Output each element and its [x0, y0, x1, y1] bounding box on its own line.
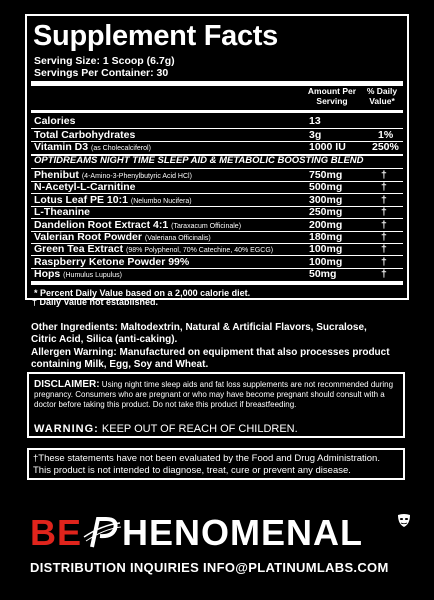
supplement-facts-panel — [25, 14, 409, 300]
row-amount: 500mg — [309, 181, 343, 194]
warning-line — [34, 423, 298, 435]
brand-be: BE — [30, 512, 83, 553]
header-amount: Amount Per Serving — [307, 86, 357, 106]
brand-henomenal: HENOMENAL — [122, 512, 363, 553]
allergen-line: Allergen Warning: Manufactured on equipment that also processes product — [31, 347, 390, 358]
facts-row — [34, 141, 401, 154]
row-amount: 1000 IU — [309, 141, 346, 153]
warning-text: KEEP OUT OF REACH OF CHILDREN. — [101, 423, 298, 435]
row-dv: 1% — [378, 129, 394, 141]
row-subtext: (4-Amino-3-Phenylbutyric Acid HCl) — [81, 173, 192, 180]
row-name: N-Acetyl-L-Carnitine — [34, 181, 136, 194]
row-name: Valerian Root Powder (Valeriana Officinalis) — [34, 231, 211, 243]
ingredients-line: Citric Acid, Silica (anti-caking). — [31, 333, 178, 345]
row-dv: † — [381, 206, 387, 219]
disclaimer-label: DISCLAIMER: — [34, 379, 100, 390]
row-dv: † — [381, 193, 387, 206]
fda-text — [33, 453, 399, 477]
serving-size: Serving Size: 1 Scoop (6.7g) — [34, 55, 175, 67]
row-name: Raspberry Ketone Powder 99% — [34, 255, 190, 268]
row-dv: 250% — [372, 141, 399, 153]
allergen-line: containing Milk, Egg, Soy and Wheat. — [31, 358, 209, 370]
row-dv: † — [381, 218, 387, 231]
other-ingredients — [31, 322, 403, 345]
servings-per-container: Servings Per Container: 30 — [34, 67, 169, 79]
thick-rule-bottom — [31, 281, 403, 285]
row-name: Vitamin D3 (as Cholecalciferol) — [34, 141, 151, 153]
row-amount: 180mg — [309, 231, 343, 243]
row-name: Total Carbohydrates — [34, 129, 136, 141]
row-amount: 250mg — [309, 206, 343, 219]
row-dv: † — [381, 231, 387, 243]
disclaimer-box — [27, 372, 405, 438]
allergen-warning — [31, 347, 403, 370]
fda-statement-box — [27, 448, 405, 480]
row-amount: 3g — [309, 129, 322, 141]
mask-icon — [396, 512, 412, 528]
blend-row — [34, 268, 401, 281]
disclaimer-text — [34, 380, 398, 410]
row-dv: † — [381, 243, 387, 256]
row-name: Lotus Leaf PE 10:1 (Nelumbo Nucifera) — [34, 193, 192, 206]
row-subtext: (Humulus Lupulus) — [63, 272, 122, 280]
row-name: Phenibut (4-Amino-3-Phenylbutyric Acid HCl) — [34, 169, 192, 181]
row-name: L-Theanine — [34, 206, 91, 219]
footnote-dv: * Percent Daily Value based on a 2,000 calorie diet. — [34, 288, 251, 298]
row-amount: 13 — [309, 115, 321, 127]
warning-label: WARNING: — [34, 423, 99, 435]
row-amount: 100mg — [309, 243, 343, 256]
disclaimer-body: Using night time sleep aids and fat loss supplements are not recommended during pregnancy. Consumers who are pregnant or who may have become pregnant should consult with a doctor before taking this product. Do not take this product if breastfeeding. — [34, 380, 394, 409]
row-name: Green Tea Extract (98% Polyphenol, 70% Catechine, 40% EGCG) — [34, 243, 274, 256]
facts-title: Supplement Facts — [33, 20, 278, 52]
blend-title: OPTIDREAMS NIGHT TIME SLEEP AID & METABOLIC BOOSTING BLEND — [34, 155, 364, 166]
footnote-dagger: † Daily Value not established. — [32, 297, 159, 307]
distribution-inquiries: DISTRIBUTION INQUIRIES INFO@PLATINUMLABS.COM — [30, 560, 389, 575]
header-daily-value: % Daily Value* — [366, 86, 398, 106]
row-name: Hops (Humulus Lupulus) — [34, 268, 122, 281]
ingredients-line: Other Ingredients: Maltodextrin, Natural & Artificial Flavors, Sucralose, — [31, 322, 367, 333]
facts-row — [34, 115, 401, 128]
row-dv: † — [381, 181, 387, 194]
medium-rule — [31, 110, 403, 113]
fda-line: †These statements have not been evaluated by the Food and Drug Administration. — [33, 453, 380, 464]
fda-line: This product is not intended to diagnose, treat, cure or prevent any disease. — [33, 465, 351, 476]
row-subtext: (as Cholecalciferol) — [91, 145, 151, 152]
row-dv: † — [381, 255, 387, 268]
row-subtext: (Nelumbo Nucifera) — [130, 197, 192, 205]
row-name: Dandelion Root Extract 4:1 (Taraxacum Officinale) — [34, 218, 242, 231]
brand-logo-text — [30, 512, 82, 554]
row-amount: 50mg — [309, 268, 337, 281]
row-name: Calories — [34, 115, 76, 127]
row-subtext: (Taraxacum Officinale) — [171, 222, 242, 230]
row-subtext: (Valeriana Officinalis) — [144, 235, 211, 242]
row-amount: 200mg — [309, 218, 343, 231]
row-amount: 750mg — [309, 169, 343, 181]
stylized-p-swoosh-icon — [82, 511, 122, 551]
row-dv: † — [381, 268, 387, 281]
row-amount: 100mg — [309, 255, 343, 268]
row-subtext: (98% Polyphenol, 70% Catechine, 40% EGCG) — [126, 247, 274, 255]
row-amount: 300mg — [309, 193, 343, 206]
row-dv: † — [381, 169, 387, 181]
